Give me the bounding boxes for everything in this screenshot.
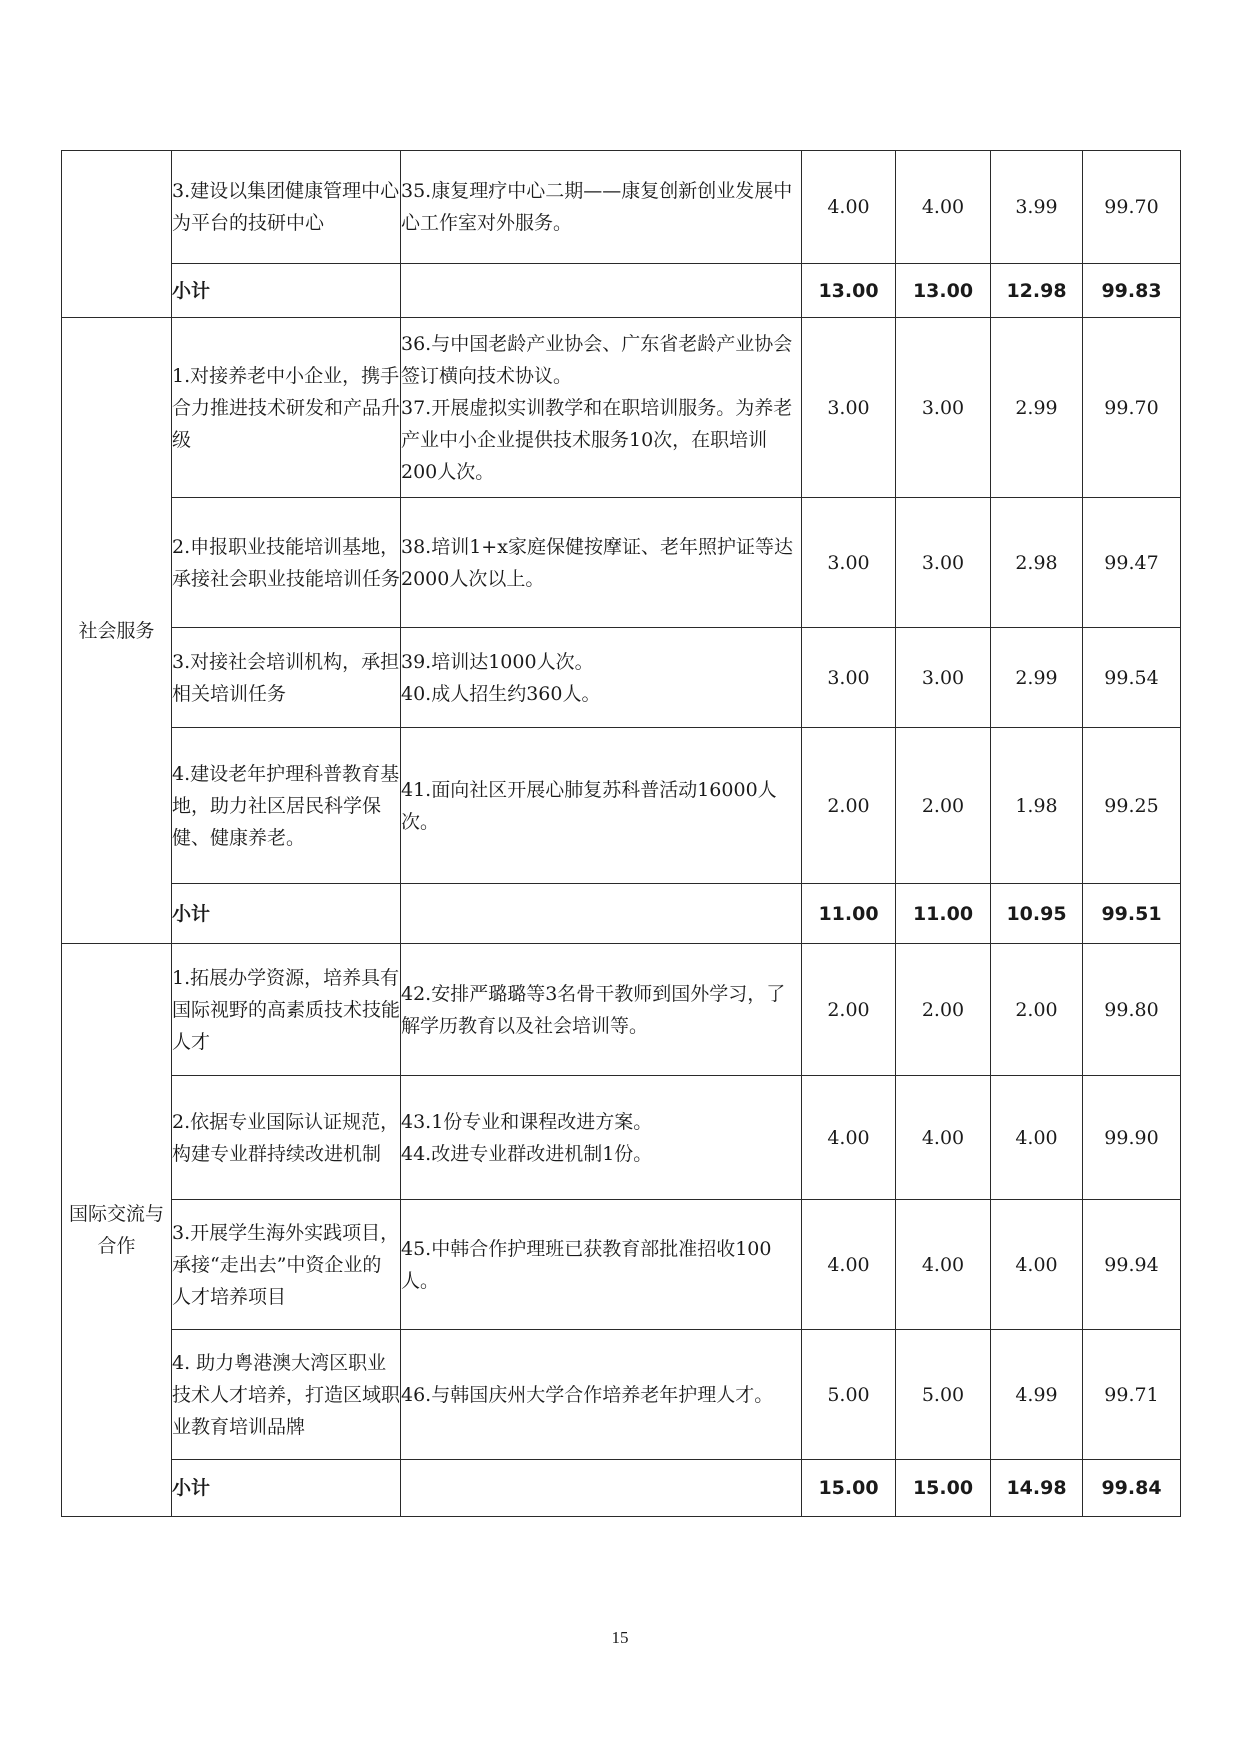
subtotal-row xyxy=(62,264,1181,318)
measure-item: 43.1份专业和课程改进方案。 xyxy=(401,1110,653,1133)
subtotal-empty-cell xyxy=(401,884,802,944)
value-cell: 5.00 xyxy=(802,1330,896,1460)
measure-cell xyxy=(401,498,802,628)
value-cell: 4.00 xyxy=(991,1200,1083,1330)
table-row xyxy=(62,728,1181,884)
subtotal-label: 小计 xyxy=(172,884,401,944)
task-cell: 3.建设以集团健康管理中心为平台的技研中心 xyxy=(172,151,401,264)
subtotal-value: 11.00 xyxy=(896,884,991,944)
task-cell: 1.对接养老中小企业，携手合力推进技术研发和产品升级 xyxy=(172,318,401,498)
subtotal-value: 10.95 xyxy=(991,884,1083,944)
subtotal-empty-cell xyxy=(401,264,802,318)
category-cell xyxy=(62,151,172,318)
task-cell: 3.对接社会培训机构，承担相关培训任务 xyxy=(172,628,401,728)
measure-item: 39.培训达1000人次。 xyxy=(401,650,594,673)
task-cell: 2.依据专业国际认证规范，构建专业群持续改进机制 xyxy=(172,1076,401,1200)
measure-cell xyxy=(401,1076,802,1200)
task-cell: 2.申报职业技能培训基地，承接社会职业技能培训任务 xyxy=(172,498,401,628)
value-cell: 99.70 xyxy=(1083,318,1181,498)
task-cell: 3.开展学生海外实践项目，承接“走出去”中资企业的人才培养项目 xyxy=(172,1200,401,1330)
value-cell: 2.00 xyxy=(802,728,896,884)
subtotal-value: 13.00 xyxy=(896,264,991,318)
measure-cell xyxy=(401,944,802,1076)
value-cell: 1.98 xyxy=(991,728,1083,884)
page-number: 15 xyxy=(611,1628,629,1647)
category-cell: 社会服务 xyxy=(62,318,172,944)
measure-cell xyxy=(401,1200,802,1330)
value-cell: 4.00 xyxy=(802,151,896,264)
task-cell: 1.拓展办学资源，培养具有国际视野的高素质技术技能人才 xyxy=(172,944,401,1076)
value-cell: 99.71 xyxy=(1083,1330,1181,1460)
subtotal-value: 99.51 xyxy=(1083,884,1181,944)
category-cell: 国际交流与合作 xyxy=(62,944,172,1517)
measure-cell xyxy=(401,151,802,264)
measure-item: 45.中韩合作护理班已获教育部批准招收100人。 xyxy=(401,1237,772,1292)
performance-table xyxy=(61,150,1181,1517)
table-row xyxy=(62,1076,1181,1200)
measure-item: 41.面向社区开展心肺复苏科普活动16000人次。 xyxy=(401,778,777,833)
value-cell: 3.00 xyxy=(896,498,991,628)
measure-item: 36.与中国老龄产业协会、广东省老龄产业协会签订横向技术协议。 xyxy=(401,332,793,387)
subtotal-row xyxy=(62,1460,1181,1517)
measure-item: 46.与韩国庆州大学合作培养老年护理人才。 xyxy=(401,1383,774,1406)
value-cell: 2.98 xyxy=(991,498,1083,628)
table-row xyxy=(62,1200,1181,1330)
value-cell: 4.00 xyxy=(896,1200,991,1330)
table-row xyxy=(62,1330,1181,1460)
subtotal-value: 11.00 xyxy=(802,884,896,944)
value-cell: 2.00 xyxy=(896,944,991,1076)
measure-item: 44.改进专业群改进机制1份。 xyxy=(401,1142,653,1165)
value-cell: 99.25 xyxy=(1083,728,1181,884)
subtotal-value: 12.98 xyxy=(991,264,1083,318)
subtotal-value: 99.83 xyxy=(1083,264,1181,318)
subtotal-value: 15.00 xyxy=(802,1460,896,1517)
value-cell: 99.47 xyxy=(1083,498,1181,628)
table-row xyxy=(62,318,1181,498)
subtotal-value: 99.84 xyxy=(1083,1460,1181,1517)
subtotal-value: 14.98 xyxy=(991,1460,1083,1517)
value-cell: 2.00 xyxy=(802,944,896,1076)
value-cell: 2.00 xyxy=(896,728,991,884)
value-cell: 3.00 xyxy=(896,318,991,498)
value-cell: 4.00 xyxy=(896,1076,991,1200)
task-cell: 4.建设老年护理科普教育基地，助力社区居民科学保健、健康养老。 xyxy=(172,728,401,884)
value-cell: 99.80 xyxy=(1083,944,1181,1076)
value-cell: 5.00 xyxy=(896,1330,991,1460)
measure-cell xyxy=(401,1330,802,1460)
value-cell: 99.90 xyxy=(1083,1076,1181,1200)
value-cell: 2.99 xyxy=(991,628,1083,728)
value-cell: 2.00 xyxy=(991,944,1083,1076)
task-cell: 4. 助力粤港澳大湾区职业技术人才培养，打造区域职业教育培训品牌 xyxy=(172,1330,401,1460)
subtotal-label: 小计 xyxy=(172,1460,401,1517)
measure-cell xyxy=(401,628,802,728)
value-cell: 3.00 xyxy=(896,628,991,728)
measure-item: 35.康复理疗中心二期——康复创新创业发展中心工作室对外服务。 xyxy=(401,180,793,234)
value-cell: 99.54 xyxy=(1083,628,1181,728)
measure-item: 38.培训1+x家庭保健按摩证、老年照护证等达2000人次以上。 xyxy=(401,535,793,590)
subtotal-row xyxy=(62,884,1181,944)
table-row xyxy=(62,944,1181,1076)
subtotal-label: 小计 xyxy=(172,264,401,318)
value-cell: 2.99 xyxy=(991,318,1083,498)
table-body xyxy=(62,151,1181,1517)
subtotal-value: 15.00 xyxy=(896,1460,991,1517)
value-cell: 4.99 xyxy=(991,1330,1083,1460)
value-cell: 3.00 xyxy=(802,628,896,728)
value-cell: 3.00 xyxy=(802,498,896,628)
value-cell: 99.70 xyxy=(1083,151,1181,264)
measure-item: 42.安排严璐璐等3名骨干教师到国外学习，了解学历教育以及社会培训等。 xyxy=(401,982,786,1037)
table-row xyxy=(62,498,1181,628)
measure-item: 40.成人招生约360人。 xyxy=(401,682,601,705)
subtotal-value: 13.00 xyxy=(802,264,896,318)
value-cell: 3.00 xyxy=(802,318,896,498)
subtotal-empty-cell xyxy=(401,1460,802,1517)
value-cell: 4.00 xyxy=(991,1076,1083,1200)
value-cell: 4.00 xyxy=(802,1200,896,1330)
value-cell: 4.00 xyxy=(802,1076,896,1200)
value-cell: 99.94 xyxy=(1083,1200,1181,1330)
table-row xyxy=(62,151,1181,264)
table-row xyxy=(62,628,1181,728)
measure-cell xyxy=(401,728,802,884)
measure-item: 37.开展虚拟实训教学和在职培训服务。为养老产业中小企业提供技术服务10次，在职培训200人次。 xyxy=(401,396,793,483)
value-cell: 4.00 xyxy=(896,151,991,264)
value-cell: 3.99 xyxy=(991,151,1083,264)
measure-cell xyxy=(401,318,802,498)
